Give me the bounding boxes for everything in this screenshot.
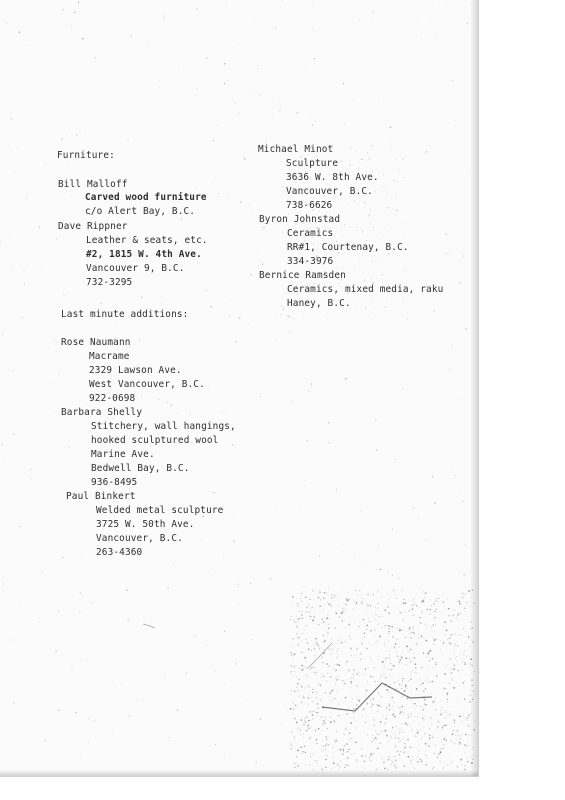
entry-name: Barbara Shelly	[61, 407, 143, 418]
entry-detail: Haney, B.C.	[287, 298, 351, 309]
entry-detail: Ceramics	[287, 228, 334, 239]
entry-detail: Marine Ave.	[91, 449, 155, 460]
page-edge-shadow	[470, 0, 479, 776]
entry-name: Rose Naumann	[61, 337, 131, 348]
entry-detail: 922-0698	[89, 393, 136, 404]
entry-detail: Vancouver, B.C.	[286, 186, 373, 197]
entry-detail: 3725 W. 50th Ave.	[96, 519, 195, 530]
entry-name: Dave Rippner	[58, 221, 128, 232]
entry-name: Bernice Ramsden	[259, 270, 346, 281]
entry-detail: Macrame	[89, 351, 130, 362]
entry-name: Michael Minot	[258, 144, 334, 155]
entry-detail: 3636 W. 8th Ave.	[286, 172, 379, 183]
entry-detail: 732-3295	[86, 277, 133, 288]
page-bottom-shadow	[0, 770, 478, 777]
entry-detail: West Vancouver, B.C.	[89, 379, 205, 390]
entry-detail: 738-6626	[286, 200, 333, 211]
entry-detail: 263-4360	[96, 547, 143, 558]
entry-detail: 2329 Lawson Ave.	[89, 365, 182, 376]
entry-detail: Sculpture	[286, 158, 339, 169]
entry-detail: Ceramics, mixed media, raku	[287, 284, 444, 295]
last-minute-heading: Last minute additions:	[61, 309, 189, 320]
entry-detail: 334-3976	[287, 256, 334, 267]
entry-name: Bill Malloff	[58, 179, 128, 190]
entry-detail: Bedwell Bay, B.C.	[91, 463, 190, 474]
furniture-heading: Furniture:	[57, 150, 115, 161]
entry-name: Byron Johnstad	[259, 214, 341, 225]
entry-detail: c/o Alert Bay, B.C.	[85, 206, 196, 217]
entry-name: Paul Binkert	[66, 491, 136, 502]
entry-detail: 936-8495	[91, 477, 138, 488]
entry-detail: #2, 1815 W. 4th Ave.	[86, 249, 202, 260]
entry-detail: hooked sculptured wool	[91, 435, 219, 446]
entry-detail: Vancouver, B.C.	[96, 533, 183, 544]
entry-detail: Carved wood furniture	[85, 192, 207, 203]
entry-detail: Stitchery, wall hangings,	[91, 421, 236, 432]
entry-detail: Leather & seats, etc.	[86, 235, 208, 246]
entry-detail: Welded metal sculpture	[96, 505, 224, 516]
entry-detail: RR#1, Courtenay, B.C.	[287, 242, 409, 253]
entry-detail: Vancouver 9, B.C.	[86, 263, 185, 274]
